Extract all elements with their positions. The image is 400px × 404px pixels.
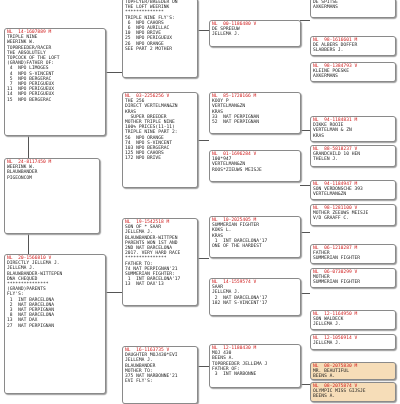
card-text-line: DIRECTLY JELLEMA J.	[7, 261, 60, 267]
card-text-line: 3 INT NARBONNE	[212, 372, 257, 378]
card-text-line: 2017. VERY HARD RACE	[125, 251, 181, 257]
pigeon-card-gen4	[310, 382, 396, 402]
pigeon-card-gen3	[209, 278, 301, 316]
card-text-line: DNA CHEQUED	[7, 276, 38, 282]
pigeon-card-grandsire-maternal	[122, 218, 198, 306]
card-text-line: KRAS	[125, 109, 137, 115]
card-text-line: KRAS	[212, 233, 224, 239]
card-text-line: DE SPREEUW	[212, 27, 240, 33]
card-text-line: TRIPLE NINE	[7, 35, 38, 41]
connector-line	[28, 136, 29, 158]
card-text-line: (GRAND)PARENTS	[7, 287, 46, 293]
ring-number: NL 98-1384793 V	[313, 64, 358, 69]
card-text-line: TOPBREEDER/RACER	[7, 45, 52, 51]
card-text-line: 125 NPO CAHORS	[125, 151, 164, 157]
connector-line	[28, 234, 29, 254]
card-text-line: KRAS	[313, 133, 325, 139]
ring-number: NL 12-1056914 V	[313, 336, 358, 341]
connector-line	[300, 293, 310, 294]
pigeon-card-gen4	[310, 268, 396, 288]
card-text-line: (GRAND)FATHER OF:	[7, 61, 55, 67]
connector-line	[300, 185, 310, 186]
card-text-line: SAAR	[212, 285, 224, 291]
card-text-line: SON VERDONSCHE 393	[313, 187, 363, 193]
ring-number: NL 94-1184831 M	[313, 118, 358, 123]
card-text-line: THE LOFT WEERINK	[125, 5, 170, 11]
pigeon-card-dam	[4, 254, 106, 394]
pigeon-card-gen3	[209, 150, 301, 182]
ring-number: NL 14-1607889 M	[7, 30, 52, 35]
card-text-line: 5 NPO BERGERAC	[7, 76, 52, 82]
card-text-line: PARENTS WON 1ST AND	[125, 240, 178, 246]
card-text-line: BLAUWBANDER-WITTEPEN	[7, 271, 63, 277]
card-text-line: DIKKE ROOIE	[313, 123, 344, 129]
card-text-line: EVI FLY'S:	[125, 379, 153, 385]
ring-number: NL 00-1186480 V	[212, 22, 257, 27]
pigeon-card-gen4	[310, 180, 396, 200]
card-text-line: SON OF * SAAR	[125, 225, 161, 231]
card-text-line: TOPBREEDER JELLEMA J	[212, 361, 268, 367]
pigeon-card-gen4	[310, 36, 396, 56]
card-text-line: 4 NPO S-VINCENT	[7, 71, 55, 77]
card-text-line: BLAUWBANDER-WITTPEN	[125, 235, 178, 241]
pigeon-card-granddam-maternal	[122, 346, 198, 404]
card-text-line: PIGEONCOM	[7, 175, 32, 181]
card-text-line: 375 NAT NARBONNE'21	[125, 374, 178, 380]
card-text-line: VERTELMAN&ZN	[313, 192, 347, 198]
card-text-line: 100*947	[212, 157, 232, 163]
card-text-line: AXKERMANS	[313, 5, 338, 11]
card-text-line: 1 INT BARCELONA	[7, 297, 55, 303]
card-text-line: SUMMERIAN FIGHTER	[313, 256, 361, 262]
card-text-line: 15 NPO BERGERAC	[7, 97, 52, 103]
card-text-line: 7 NPO PERIGUEUX	[7, 82, 55, 88]
card-text-line: 52 NAT PERPIGNAN	[212, 120, 260, 126]
card-text-line: WEERINK W.	[7, 40, 35, 46]
pigeon-card-gen4	[310, 0, 396, 18]
pigeon-card-gen4	[310, 62, 396, 82]
ring-number: NL 10-2025405 M	[212, 218, 257, 223]
card-text-line: KRAS	[212, 109, 224, 115]
ring-number: NL 19-1542518 M	[125, 220, 170, 225]
card-text-line: DIRECT VERTELMAN&ZN	[125, 104, 178, 110]
ring-number: NL 98-1281100 V	[313, 206, 358, 211]
card-text-line: WEERINK W.	[7, 165, 35, 171]
card-text-line: TRIPLE NINE FLY'S:	[125, 15, 175, 21]
card-text-line: 4 NPO LIMOGES	[7, 66, 49, 72]
card-text-line: MOTHER TO:	[125, 368, 153, 374]
card-text-line: JELLEMA J.	[313, 322, 341, 328]
card-text-line: 27 NAT PERPIGNAN	[7, 323, 55, 329]
ring-number: NL 01-1696284 V	[212, 152, 257, 157]
card-text-line: JELLEMA J.	[125, 358, 153, 364]
card-text-line: MOTHER ZEEUWS MEISJE	[313, 211, 369, 217]
card-text-line: 6 NPO AURILLAC	[125, 26, 170, 32]
card-text-line: 100% PRICES(11-11)	[125, 125, 175, 131]
card-text-line: V/D GRAAFF C.	[313, 216, 349, 222]
card-text-line: MOJ 430	[212, 351, 232, 357]
card-text-line: 25 NPO PERIGUEUX	[125, 36, 173, 42]
ring-number: NL 94-1184947 M	[313, 182, 358, 187]
card-text-line: TRIPLE NINE PART 2:	[125, 130, 178, 136]
connector-line	[300, 20, 310, 21]
card-text-line: KOOY P	[212, 99, 229, 105]
card-text-line: ***************	[125, 256, 167, 262]
card-text-line: OLYMPIC MISS GIJSJE	[313, 389, 366, 395]
card-text-line: GRANDCHILD 10 HEN	[313, 152, 361, 158]
connector-line	[104, 72, 122, 73]
card-text-line: AXKERMANS	[313, 74, 338, 80]
connector-line	[300, 232, 310, 233]
card-text-line: MR. BEAUTIFUL	[313, 369, 349, 375]
card-text-line: FATHER TO:	[125, 261, 153, 267]
card-text-line: ***************	[7, 282, 49, 288]
card-text-line: **************	[125, 10, 164, 16]
card-text-line: MOTHER TRIPLE NINE	[125, 120, 175, 126]
card-text-line: 172 NPO BRIVE	[125, 156, 161, 162]
ring-number: NL 20-1566810 V	[7, 256, 52, 261]
pigeon-card-gen3	[209, 92, 301, 134]
card-text-line: SUMMERIAN FIGHTER:	[125, 272, 175, 278]
card-text-line: ONE OF THE HARDEST	[212, 244, 262, 250]
connector-line	[300, 130, 310, 131]
pigeon-card-gen4	[310, 362, 396, 380]
card-text-line: 1 INT BARCELONA'17	[125, 277, 181, 283]
ring-number: NL 08-2075874 V	[313, 384, 358, 389]
card-text-line: FLY'S:	[7, 292, 24, 298]
card-text-line: TOPFLYER/BREEDER ON	[125, 0, 178, 5]
card-text-line: 6 NPO CAHORS	[125, 20, 164, 26]
card-text-line: 2 NAT BARCELONA'17	[212, 295, 268, 301]
card-text-line: TOPCOCK OF THE LOFT	[7, 56, 60, 62]
ring-number: NL 06-1210287 M	[313, 246, 358, 251]
pigeon-card-gen4	[310, 244, 396, 264]
pigeon-card-granddam-paternal	[122, 92, 198, 188]
card-text-line: 74 NPO S-VINCENT	[125, 140, 173, 146]
card-text-line: SON WALDECK	[313, 317, 344, 323]
card-text-line: DE ALBERS DOFFER	[313, 43, 358, 49]
card-text-line: 1 INT BARCELONA'17	[212, 238, 268, 244]
ring-number: NL 16-1163735 V	[125, 348, 170, 353]
card-text-line: BEENS A.	[212, 356, 235, 362]
card-text-line: FATHER	[313, 251, 330, 257]
ring-number: NL 98-1616601 M	[313, 38, 358, 43]
pigeon-card-gen3	[209, 216, 301, 258]
card-text-line: BLAUWBANDER	[7, 170, 38, 176]
card-text-line: BLAUWBANDER	[125, 363, 156, 369]
card-text-line: SLABBERS J.	[313, 48, 344, 54]
card-text-line: DAUGHTER MOJ430*EVI	[125, 353, 178, 359]
pigeon-card-gen4	[310, 334, 396, 350]
card-text-line: FATHER OF:	[212, 366, 240, 372]
ring-number: NL 08-2075830 M	[313, 364, 358, 369]
ring-number: NL 12-1180430 M	[212, 346, 257, 351]
card-text-line: 13 NAT DAX'13	[125, 282, 164, 288]
card-text-line: THE ABSOLUTELY	[7, 50, 46, 56]
card-text-line: 182 NAT S-VINCENT'17	[212, 300, 268, 306]
card-text-line: 2ND NAT BARCELONA	[125, 246, 173, 252]
ring-number: NL 85-1720166 M	[212, 94, 257, 99]
card-text-line: 8 NAT BARCELONA	[7, 313, 55, 319]
card-text-line: 103 NPO BERGERAC	[125, 146, 170, 152]
card-text-line: 10 NPO BRIVE	[125, 31, 161, 37]
card-text-line: MOTHER	[313, 275, 330, 281]
card-text-line: SUMMERIAN FIGHTER	[212, 223, 260, 229]
connector-line	[104, 292, 122, 293]
card-text-line: 74 NAT PERPIGNAN'21	[125, 266, 178, 272]
ring-number: NL 12-1164950 M	[313, 312, 358, 317]
ring-number: NL 24-8117450 M	[7, 160, 52, 165]
card-text-line: ROOS*ZIEUWS MEISJE	[212, 167, 262, 173]
pigeon-card-gen3	[209, 20, 301, 47]
pigeon-card-gen4	[310, 204, 396, 226]
pigeon-card-gen4	[310, 116, 396, 142]
card-text-line: 56 NPO ORANGE	[125, 135, 164, 141]
card-text-line: 33 NAT PERPIGNAN	[212, 114, 260, 120]
card-text-line: 26 NPO ORANGE	[125, 41, 164, 47]
card-text-line: 11 NPO PERIGUEUX	[7, 87, 55, 93]
card-text-line: VERTELMAN&ZN	[212, 104, 246, 110]
pigeon-card-gen4	[310, 145, 396, 167]
pigeon-card-grandsire-notes	[122, 0, 198, 78]
ring-number: NL 06-0730299 V	[313, 270, 358, 275]
ring-number: NL 88-5818237 V	[313, 147, 358, 152]
card-text-line: THELEN J.	[313, 157, 338, 163]
card-text-line: 13 NAT DAX	[7, 318, 38, 324]
card-text-line: DE SPITSE	[313, 0, 338, 5]
card-text-line: JELLEMA J.	[212, 290, 240, 296]
card-text-line: THE 256	[125, 99, 145, 105]
ring-number: NL 14-1559574 V	[212, 280, 257, 285]
card-text-line: JELLEMA J.	[212, 32, 240, 38]
card-text-line: 3 NAT PERPIGNAN	[7, 308, 55, 314]
ring-number: NL 03-2256256 V	[125, 94, 170, 99]
card-text-line: SUMMERIAN FIGHTER	[313, 280, 361, 286]
card-text-line: KOKS L.	[212, 228, 232, 234]
card-text-line: JELLEMA J.	[125, 230, 153, 236]
pigeon-card-sire	[4, 28, 106, 136]
card-text-line: 2 NAT BARCELONA	[7, 302, 55, 308]
card-text-line: 14 NPO PERIGUEUX	[7, 92, 55, 98]
pigeon-card-gen4	[310, 310, 396, 330]
card-text-line: VERTELMAN&ZN	[212, 162, 246, 168]
card-text-line: BEENS A.	[313, 374, 336, 380]
card-text-line: VERTELMAN & ZN	[313, 128, 352, 134]
pigeon-card-gen3	[209, 344, 301, 388]
card-text-line: SEE PART 2 MOTHER	[125, 46, 173, 52]
pigeon-card-subject	[4, 158, 100, 234]
card-text-line: KLEINE POESKE	[313, 69, 349, 75]
card-text-line: JELLEMA J.	[7, 266, 35, 272]
connector-line	[300, 384, 310, 385]
card-text-line: JELLEMA J.	[313, 341, 341, 347]
card-text-line: BEENS A.	[313, 394, 336, 400]
card-text-line: SUPER BREEDER	[125, 114, 167, 120]
